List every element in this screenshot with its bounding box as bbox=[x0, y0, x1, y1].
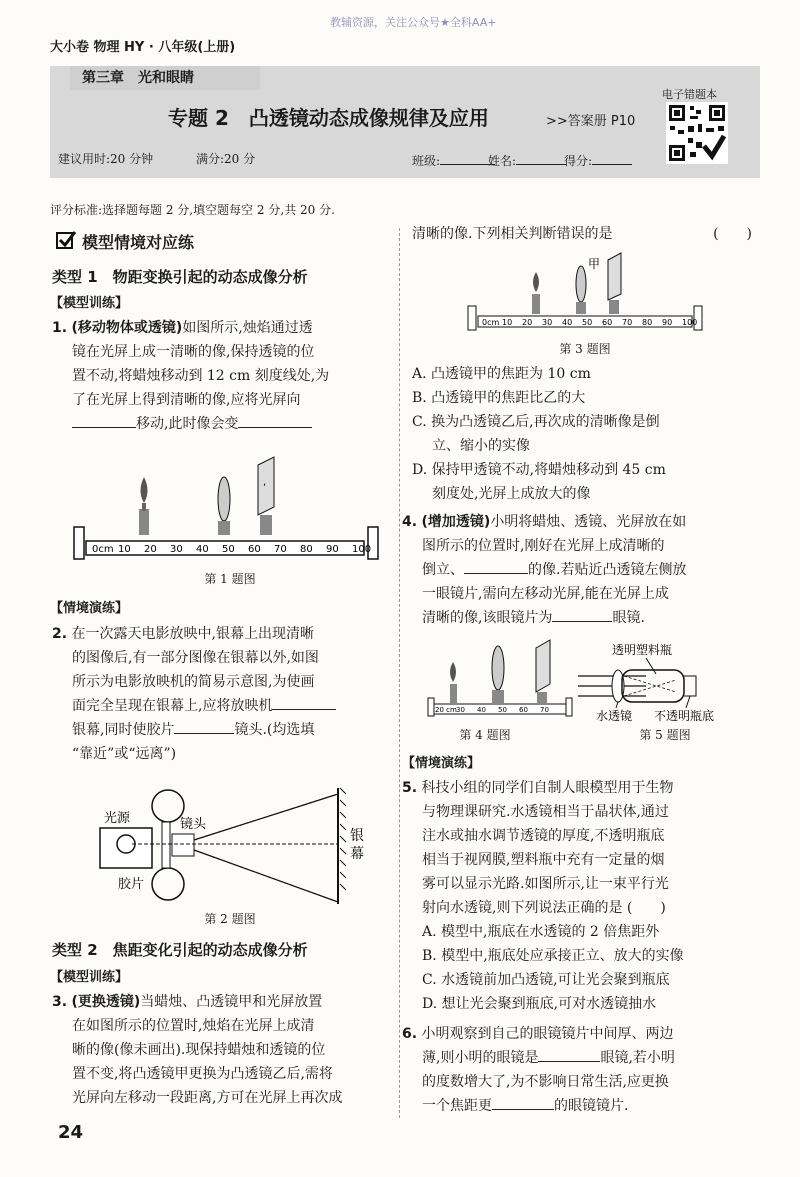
fig3-tick-label: 100 bbox=[682, 318, 698, 327]
question-4: 4. (增加透镜)小明将蜡烛、透镜、光屏放在如 图所示的位置时,刚好在光屏上成清晰的 倒立、 的像.若贴近凸透镜左侧放 一眼镜片,需向左移动光屏,能在光屏上成 清晰的像,该眼镜片为 眼镜. bbox=[402, 514, 687, 626]
figure-2 bbox=[92, 780, 392, 905]
fig3-tick-label: 60 bbox=[602, 318, 613, 327]
question-3-continued: 清晰的像.下列相关判断错误的是 ( ) bbox=[412, 222, 752, 246]
figure-3 bbox=[466, 250, 706, 335]
q5-option-b[interactable]: B. 模型中,瓶底处应承接正立、放大的实像 bbox=[422, 948, 684, 964]
fig5-water-lens-label: 水透镜 bbox=[596, 709, 633, 723]
type1-title: 类型 1 物距变换引起的动态成像分析 bbox=[52, 268, 308, 286]
score-label: 得分: bbox=[564, 154, 593, 168]
q4-blank-1[interactable] bbox=[464, 559, 528, 574]
fig2-light-source-label: 光源 bbox=[104, 811, 131, 826]
fig3-tick-label: 30 bbox=[542, 318, 553, 327]
figure-2-caption: 第 2 题图 bbox=[204, 912, 256, 926]
question-2: 2. 在一次露天电影放映中,银幕上出现清晰 的图像后,有一部分图像在银幕以外,如图 所示为电影放映机的简易示意图,为使画 面完全呈现在银幕上,应将放映机 银幕,同时使胶片 镜头.(均选填 “靠近”或“远离”) bbox=[52, 622, 397, 766]
series-title: 大小卷 物理 HY · 八年级(上册) bbox=[50, 40, 236, 55]
section-title: 模型情境对应练 bbox=[82, 233, 195, 252]
fig1-tick-label: 0cm bbox=[92, 544, 114, 555]
question-3: 3. (更换透镜)当蜡烛、凸透镜甲和光屏放置 在如图所示的位置时,烛焰在光屏上成清 晰的像(像未画出).现保持蜡烛和透镜的位 置不变,将凸透镜甲更换为凸透镜乙后,需将 光屏向左移动一段距离,方可在光屏上再次成 bbox=[52, 994, 343, 1106]
question-6: 6. 小明观察到自己的眼镜镜片中间厚、两边 薄,则小明的眼镜是 眼镜,若小明 的度数增大了,为不影响日常生活,应更换 一个焦距更 的眼镜镜片. bbox=[402, 1026, 675, 1114]
fig4-tick-label: 50 bbox=[498, 706, 507, 714]
fig4-tick-label: 40 bbox=[477, 706, 486, 714]
fig4-tick-label: 70 bbox=[540, 706, 549, 714]
q6-blank-2[interactable] bbox=[492, 1095, 554, 1110]
fig2-screen-label-2: 幕 bbox=[350, 846, 364, 862]
figure-5 bbox=[576, 640, 766, 725]
fig1-tick-label: 50 bbox=[222, 544, 235, 555]
fig4-tick-label: 20 cm bbox=[435, 706, 457, 714]
page-title: 专题 2 凸透镜动态成像规律及应用 bbox=[168, 106, 489, 130]
type1-scene-label: 【情境演练】 bbox=[50, 601, 129, 616]
q2-blank-1[interactable] bbox=[272, 695, 336, 710]
fig1-tick-label: 80 bbox=[300, 544, 313, 555]
fig2-lens-label: 镜头 bbox=[180, 817, 207, 832]
fig1-tick-label: 60 bbox=[248, 544, 261, 555]
name-label: 姓名: bbox=[488, 154, 517, 168]
q3-option-c[interactable]: C. 换为凸透镜乙后,再次成的清晰像是倒 bbox=[412, 414, 660, 430]
fig3-tick-label: 50 bbox=[582, 318, 593, 327]
fig3-tick-label: 70 bbox=[622, 318, 633, 327]
figure-3-caption: 第 3 题图 bbox=[559, 342, 611, 356]
type2-scene-label: 【情境演练】 bbox=[402, 756, 481, 771]
q5-option-a[interactable]: A. 模型中,瓶底在水透镜的 2 倍焦距外 bbox=[422, 924, 660, 940]
class-field[interactable] bbox=[412, 150, 495, 169]
suggested-time: 建议用时:20 分钟 bbox=[58, 152, 154, 166]
watermark-text: 教辅资源，关注公众号★全科AA+ bbox=[330, 16, 497, 29]
figure-4 bbox=[426, 638, 576, 723]
question-1: 1. (移动物体或透镜)如图所示,烛焰通过透 镜在光屏上成一清晰的像,保持透镜的位 置不动,将蜡烛移动到 12 cm 刻度线处,为 了在光屏上得到清晰的像,应将光屏向 移动,此时像会变 bbox=[52, 320, 330, 432]
fig3-tick-label: 0cm bbox=[482, 318, 500, 327]
qr-code-icon[interactable] bbox=[666, 102, 728, 164]
qr-label: 电子错题本 bbox=[662, 88, 717, 101]
name-field[interactable] bbox=[488, 150, 566, 169]
fig3-tick-label: 20 bbox=[522, 318, 533, 327]
svg-text:,: , bbox=[263, 477, 267, 488]
q3-option-a[interactable]: A. 凸透镜甲的焦距为 10 cm bbox=[412, 366, 591, 382]
lens bbox=[218, 477, 230, 521]
fig1-tick-label: 70 bbox=[274, 544, 287, 555]
fig2-screen-label-1: 银 bbox=[350, 828, 364, 844]
fig1-tick-label: 30 bbox=[170, 544, 183, 555]
type2-model-label: 【模型训练】 bbox=[50, 970, 129, 985]
q3-option-d[interactable]: D. 保持甲透镜不动,将蜡烛移动到 45 cm bbox=[412, 462, 666, 478]
fig3-tick-label: 10 bbox=[502, 318, 513, 327]
fig4-tick-label: 60 bbox=[519, 706, 528, 714]
fig1-tick-label: 90 bbox=[326, 544, 339, 555]
q1-blank-1[interactable] bbox=[72, 413, 136, 428]
fig1-tick-label: 100 bbox=[352, 544, 372, 555]
scoring-rule: 评分标准:选择题每题 2 分,填空题每空 2 分,共 20 分. bbox=[50, 203, 335, 217]
question-3-options: A. 凸透镜甲的焦距为 10 cm B. 凸透镜甲的焦距比乙的大 C. 换为凸透镜乙后,再次成的清晰像是倒 立、缩小的实像 D. 保持甲透镜不动,将蜡烛移动到 45 cm 刻度处,光屏上成放大的像 bbox=[412, 362, 757, 506]
fig2-film-label: 胶片 bbox=[118, 877, 145, 892]
q5-option-c[interactable]: C. 水透镜前加凸透镜,可让光会聚到瓶底 bbox=[422, 972, 670, 988]
type1-model-label: 【模型训练】 bbox=[50, 296, 129, 311]
q4-blank-2[interactable] bbox=[552, 607, 612, 622]
fig3-lens-label: 甲 bbox=[588, 257, 601, 271]
chapter-label: 第三章 光和眼睛 bbox=[70, 66, 260, 90]
fig4-tick-label: 30 bbox=[456, 706, 465, 714]
checkbox-icon bbox=[56, 230, 76, 250]
page-number: 24 bbox=[58, 1122, 84, 1143]
q1-blank-2[interactable] bbox=[238, 413, 312, 428]
class-label: 班级: bbox=[412, 154, 441, 168]
fig3-tick-label: 80 bbox=[642, 318, 653, 327]
q3-answer-bracket[interactable]: ( ) bbox=[713, 226, 752, 242]
q5-answer-bracket[interactable]: ( ) bbox=[626, 900, 666, 916]
fig3-tick-label: 40 bbox=[562, 318, 573, 327]
score-field[interactable] bbox=[564, 150, 632, 169]
fig1-tick-label: 40 bbox=[196, 544, 209, 555]
fig1-tick-label: 20 bbox=[144, 544, 157, 555]
fig5-bottle-label: 透明塑料瓶 bbox=[612, 643, 673, 657]
fig5-bottom-label: 不透明瓶底 bbox=[654, 709, 715, 723]
figure-5-caption: 第 5 题图 bbox=[639, 728, 691, 742]
q3-option-b[interactable]: B. 凸透镜甲的焦距比乙的大 bbox=[412, 390, 586, 406]
question-5: 5. 科技小组的同学们自制人眼模型用于生物 与物理课研究.水透镜相当于晶状体,通过 注水或抽水调节透镜的厚度,不透明瓶底 相当于视网膜,塑料瓶中充有一定量的烟 雾可以显示光路.如图所示,让一束平行光 射向水透镜,则下列说法正确的是 ( ) A. 模型中,瓶底在水透镜的 2 倍焦距外 B. 模型中,瓶底处应承接正立、放大的实像 C. 水透镜前加凸透镜,可让光会聚到瓶底 D. 想让光会聚到瓶底,可对水透镜抽水 bbox=[402, 776, 757, 1016]
answer-reference: >>答案册 P10 bbox=[546, 114, 636, 129]
fig3-tick-label: 90 bbox=[662, 318, 673, 327]
column-divider bbox=[399, 228, 400, 1118]
figure-1-caption: 第 1 题图 bbox=[204, 572, 256, 586]
type2-title: 类型 2 焦距变化引起的动态成像分析 bbox=[52, 941, 308, 959]
candle-flame bbox=[141, 477, 148, 503]
q6-blank-1[interactable] bbox=[538, 1047, 600, 1062]
q5-option-d[interactable]: D. 想让光会聚到瓶底,可对水透镜抽水 bbox=[422, 996, 657, 1012]
q2-blank-2[interactable] bbox=[174, 719, 234, 734]
full-score: 满分:20 分 bbox=[196, 152, 256, 166]
fig1-tick-label: 10 bbox=[118, 544, 131, 555]
figure-1 bbox=[72, 455, 382, 565]
figure-4-caption: 第 4 题图 bbox=[459, 728, 511, 742]
